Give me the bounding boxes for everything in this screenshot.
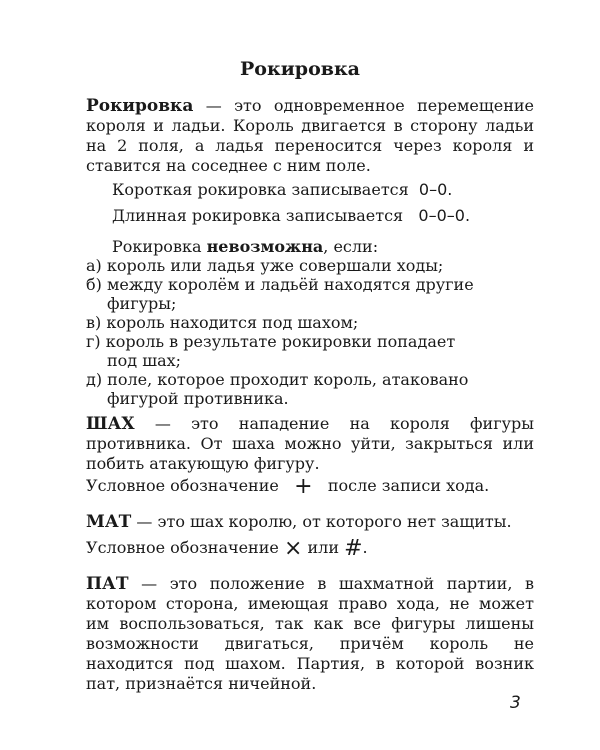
mate-notation-prefix: Условное обозначение <box>86 538 279 557</box>
short-castling-text: Короткая рокировка записывается <box>112 180 409 199</box>
short-castling-notation: 0–0. <box>418 180 453 199</box>
castling-impossible-heading <box>112 237 378 257</box>
impossible-bold: невозможна <box>206 237 324 256</box>
check-notation-line <box>86 476 489 497</box>
condition-item: д) поле, которое проходит король, атаковано <box>86 370 469 389</box>
stalemate-definition-text: — это положение в шахматной партии, в котором сторона, имеющая право хода, не может им воспользоваться, так как все фигуры лишены возможности двигаться, причём король не находится под шахом. Партия, в которой возник пат, признаётся ничейной. <box>86 574 534 693</box>
impossible-prefix: Рокировка <box>112 237 207 256</box>
mate-definition <box>86 512 512 532</box>
castling-definition <box>86 96 534 176</box>
condition-item-continuation: под шах; <box>107 351 182 370</box>
mate-definition-text: — это шах королю, от которого нет защиты. <box>131 512 512 531</box>
hash-symbol: # <box>344 536 363 561</box>
long-castling-line <box>112 206 470 226</box>
condition-item: а) король или ладья уже совершали ходы; <box>86 256 444 275</box>
mate-notation-end: . <box>362 538 368 557</box>
cross-symbol: × <box>283 536 303 561</box>
long-castling-text: Длинная рокировка записывается <box>112 206 404 225</box>
stalemate-term: ПАТ <box>86 574 129 594</box>
short-castling-line <box>112 180 452 200</box>
check-notation-prefix: Условное обозначение <box>86 476 279 495</box>
page-title: Рокировка <box>240 58 360 80</box>
mate-term: МАТ <box>86 512 132 532</box>
mate-notation-line <box>86 538 368 559</box>
impossible-suffix: , если: <box>323 237 379 256</box>
page-number: 3 <box>510 693 521 713</box>
castling-definition-text: — это одновременное перемещение короля и ладьи. Король двигается в сторону ладьи на 2 поля, а ладья переносится через короля и ставится на соседнее с ним поле. <box>86 96 534 175</box>
condition-item: б) между королём и ладьёй находятся другие <box>86 275 474 294</box>
check-definition-text: — это нападение на короля фигуры противника. От шаха можно уйти, закрыться или побить атакующую фигуру. <box>86 414 534 473</box>
condition-item: г) король в результате рокировки попадает <box>86 332 456 351</box>
mate-notation-connector: или <box>307 538 339 557</box>
castling-term: Рокировка <box>86 96 194 116</box>
stalemate-definition <box>86 574 534 694</box>
long-castling-notation: 0–0–0. <box>418 206 471 225</box>
check-notation-suffix: после записи хода. <box>327 476 490 495</box>
check-term: ШАХ <box>86 414 135 434</box>
condition-item-continuation: фигуры; <box>107 294 177 313</box>
condition-item-continuation: фигурой противника. <box>107 389 289 408</box>
condition-item: в) король находится под шахом; <box>86 313 359 332</box>
plus-symbol: + <box>294 474 313 499</box>
check-definition <box>86 414 534 474</box>
